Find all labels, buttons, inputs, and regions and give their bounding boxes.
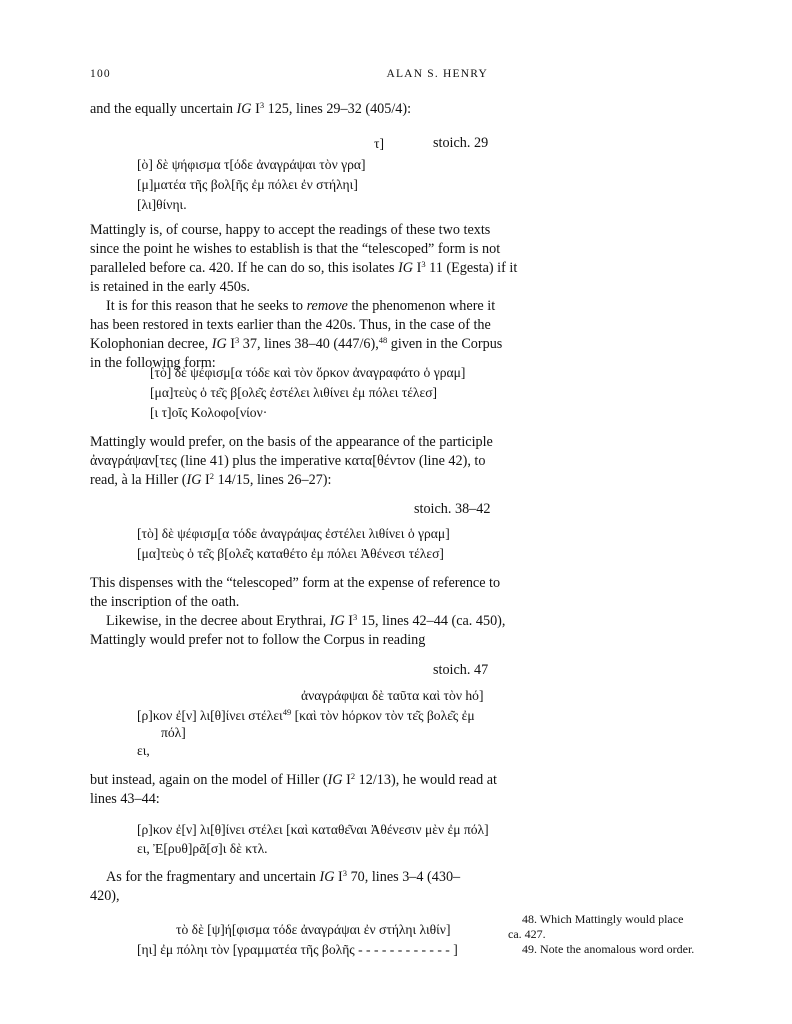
para3-line3: read, à la Hiller (IG $I^2$ 14/15, lines 26–27):: [90, 471, 332, 488]
greek-line: [τὸ] δὲ ψέφισμ[α τόδε καὶ τὸν ὅρκον ἀναγραφάτο ὁ γραμ]: [150, 365, 466, 380]
footnote-48-cont: ca. 427.: [508, 927, 546, 941]
greek-line: [ὸ] δὲ ψήφισμα τ[όδε ἀναγράψαι τὸν γρα]: [137, 157, 366, 172]
intro-line: and the equally uncertain IG $I^3$ 125, lines 29–32 (405/4):: [90, 100, 412, 117]
stoich-label-47: stoich. 47: [433, 662, 489, 678]
para5-line1: but instead, again on the model of Hiller (IG $I^2$ 12/13), he would read at: [90, 771, 497, 788]
greek-line: [μα]τεὺς ὁ τε͂ς β[ολε͂ς ἐστέλει λιθίνει ἐμ πόλει τέλεσ]: [150, 385, 438, 400]
greek-line: ἀναγράφψαι δὲ ταῦτα καὶ τὸν hό]: [301, 688, 484, 703]
stoich-label-38-42: stoich. 38–42: [414, 501, 491, 517]
greek-line: [ηι] ἐμ πόληι τὸν [γραμματέα τῆς βολῆς - - - - - - - - - - - - ]: [137, 942, 458, 957]
para3-line1: Mattingly would prefer, on the basis of the appearance of the participle: [90, 434, 493, 450]
page-number: 100: [90, 68, 111, 80]
para1-line3: paralleled before ca. 420. If he can do so, this isolates IG $I^3$ 11 (Egesta) if it: [90, 259, 518, 276]
greek-line: [ι τ]οῖς Κολοφο[νίον·: [150, 405, 268, 420]
greek-line: [ρ]κον ἐ[ν] λι[θ]ίνει στέλει$^{49}$ [καὶ τὸν hόρκον τὸν τε͂ς βολε͂ς ἐμ: [137, 707, 475, 723]
para5-line2: lines 43–44:: [90, 791, 160, 807]
stoich-label-29: stoich. 29: [433, 135, 489, 151]
running-head-author: ALAN S. HENRY: [386, 68, 488, 80]
greek-line: ει,: [137, 743, 150, 758]
greek-line: τὸ δὲ [ψ]ή[φισμα τόδε ἀναγράψαι ἐν στήληι λιθίν]: [176, 922, 451, 937]
footnote-ref-48: 48: [378, 335, 388, 345]
para3-line2: ἀναγράψαν[τες (line 41) plus the imperative κατα[θέντον (line 42), to: [90, 453, 486, 469]
para1-line2: since the point he wishes to establish is that the “telescoped” form is not: [90, 241, 501, 257]
para6-line1: As for the fragmentary and uncertain IG $I^3$ 70, lines 3–4 (430–: [106, 868, 461, 885]
greek-line: [μ]ματέα τῆς βολ[ῆς ἐμ πόλει ἐν στήληι]: [137, 177, 358, 192]
footnote-48: 48. Which Mattingly would place: [522, 912, 684, 926]
para2-line2: has been restored in texts earlier than the 420s. Thus, in the case of the: [90, 317, 491, 333]
greek-line: τ]: [374, 136, 384, 151]
footnote-49: 49. Note the anomalous word order.: [522, 942, 695, 956]
para2-line4: in the following form:: [90, 355, 216, 371]
para4-line3: Likewise, in the decree about Erythrai, IG $I^3$ 15, lines 42–44 (ca. 450),: [106, 612, 506, 629]
greek-line: ει, Ἐ[ρυθ]ρᾶ[σ]ι δὲ κτλ.: [137, 841, 268, 856]
greek-line: [μα]τεὺς ὁ τε͂ς β[ολε͂ς καταθέτο ἐμ πόλει Ἀθένεσι τέλεσ]: [137, 546, 444, 561]
para4-line4: Mattingly would prefer not to follow the Corpus in reading: [90, 632, 426, 648]
para4-line2: the inscription of the oath.: [90, 594, 240, 610]
para1-line4: is retained in the early 450s.: [90, 279, 250, 295]
para2-line1: It is for this reason that he seeks to remove the phenomenon where it: [106, 298, 496, 314]
para2-line3: Kolophonian decree, IG $I^3$ 37, lines 38–40 (447/6),$^{48}$ given in the Corpus: [90, 335, 503, 352]
para4-line1: This dispenses with the “telescoped” form at the expense of reference to: [90, 575, 501, 591]
greek-line: [ρ]κον ἐ[ν] λι[θ]ίνει στέλει [καὶ καταθε͂ναι Ἀθένεσιν μὲν ἐμ πόλ]: [137, 822, 489, 837]
footnote-ref-49: 49: [282, 707, 292, 717]
greek-line: [λι]θίνηι.: [137, 197, 187, 212]
greek-line: πόλ]: [161, 725, 186, 740]
para1-line1: Mattingly is, of course, happy to accept the readings of these two texts: [90, 222, 491, 238]
greek-line: [τὸ] δὲ ψέφισμ[α τόδε ἀναγράψας ἐστέλει λιθίνει ὁ γραμ]: [137, 526, 450, 541]
para6-line2: 420),: [90, 888, 120, 904]
